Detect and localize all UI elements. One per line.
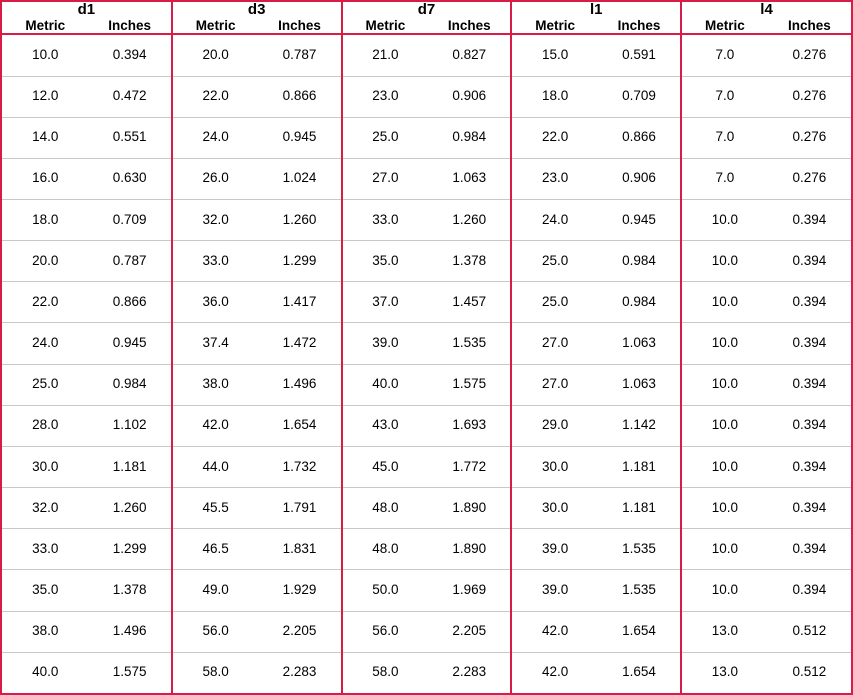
table-cell: 0.394 xyxy=(768,570,851,611)
subheader-l1-metric: Metric xyxy=(511,19,598,35)
table-cell: 0.394 xyxy=(768,529,851,570)
table-cell: 0.984 xyxy=(598,241,681,282)
table-cell: 18.0 xyxy=(511,76,598,117)
subheader-d7-metric: Metric xyxy=(342,19,429,35)
table-cell: 1.142 xyxy=(598,405,681,446)
table-cell: 10.0 xyxy=(681,282,768,323)
table-cell: 1.457 xyxy=(428,282,511,323)
table-cell: 42.0 xyxy=(172,405,259,446)
subheader-l1-inches: Inches xyxy=(598,19,681,35)
table-cell: 13.0 xyxy=(681,611,768,652)
table-cell: 48.0 xyxy=(342,488,429,529)
table-cell: 33.0 xyxy=(172,241,259,282)
table-cell: 49.0 xyxy=(172,570,259,611)
table-cell: 42.0 xyxy=(542,664,569,680)
table-row xyxy=(2,488,851,529)
table-cell: 1.299 xyxy=(258,241,341,282)
table-cell: 37.4 xyxy=(172,323,259,364)
table-cell: 38.0 xyxy=(2,611,89,652)
table-cell: 35.0 xyxy=(2,570,89,611)
table-body xyxy=(2,34,851,693)
table-cell: 0.827 xyxy=(428,34,511,76)
table-cell: 0.276 xyxy=(768,34,851,76)
table-cell: 1.417 xyxy=(258,282,341,323)
table-cell: 1.299 xyxy=(89,529,172,570)
subheader-d1-inches: Inches xyxy=(89,19,172,35)
table-row xyxy=(2,282,851,323)
table-row xyxy=(2,199,851,240)
table-cell: 1.260 xyxy=(89,488,172,529)
table-row xyxy=(2,34,851,76)
table-cell: 20.0 xyxy=(172,34,259,76)
table-cell: 1.024 xyxy=(258,158,341,199)
table-cell: 2.283 xyxy=(428,652,511,693)
table-header xyxy=(2,2,851,34)
table-cell: 0.276 xyxy=(768,158,851,199)
table-cell: 10.0 xyxy=(2,34,89,76)
group-header-d1: d1 xyxy=(2,2,172,19)
table-cell: 29.0 xyxy=(511,405,598,446)
table-cell: 0.394 xyxy=(768,446,851,487)
table-cell: 27.0 xyxy=(511,323,598,364)
table-cell: 1.063 xyxy=(598,323,681,364)
table-cell: 32.0 xyxy=(172,199,259,240)
table-row xyxy=(2,323,851,364)
table-cell: 0.984 xyxy=(598,282,681,323)
table-cell: 36.0 xyxy=(172,282,259,323)
table-cell: 1.575 xyxy=(89,652,172,693)
subheader-d1-metric: Metric xyxy=(2,19,89,35)
table-cell: 37.0 xyxy=(342,282,429,323)
table-cell: 0.709 xyxy=(89,199,172,240)
table-cell: 1.181 xyxy=(598,446,681,487)
table-cell: 30.0 xyxy=(511,488,598,529)
table-cell: 10.0 xyxy=(681,241,768,282)
table-cell: 10.0 xyxy=(681,199,768,240)
table-row xyxy=(2,652,851,693)
table-cell: 23.0 xyxy=(342,76,429,117)
table-cell: 1.063 xyxy=(598,364,681,405)
table-cell: 10.0 xyxy=(681,446,768,487)
table-cell: 23.0 xyxy=(511,158,598,199)
table-cell: 0.945 xyxy=(598,199,681,240)
table-cell: 40.0 xyxy=(342,364,429,405)
table-cell: 2.205 xyxy=(258,611,341,652)
table-cell: 1.181 xyxy=(89,446,172,487)
table-cell: 1.496 xyxy=(89,611,172,652)
table-cell: 1.260 xyxy=(258,199,341,240)
table-cell: 25.0 xyxy=(342,117,429,158)
table-cell: 25.0 xyxy=(511,282,598,323)
table-cell: 0.472 xyxy=(89,76,172,117)
table-cell: 7.0 xyxy=(681,158,768,199)
group-header-l4: l4 xyxy=(760,1,773,18)
table-row xyxy=(2,529,851,570)
table-cell: 1.535 xyxy=(598,529,681,570)
table-cell: 28.0 xyxy=(2,405,89,446)
table-cell: 1.654 xyxy=(598,652,681,693)
table-cell: 10.0 xyxy=(681,488,768,529)
table-cell: 1.102 xyxy=(89,405,172,446)
table-cell: 43.0 xyxy=(342,405,429,446)
table-cell: 22.0 xyxy=(172,76,259,117)
table-cell: 1.791 xyxy=(258,488,341,529)
table-cell: 1.732 xyxy=(258,446,341,487)
subheader-d3-metric: Metric xyxy=(172,19,259,35)
table-cell: 0.866 xyxy=(598,117,681,158)
table-cell: 48.0 xyxy=(342,529,429,570)
table-cell: 1.535 xyxy=(598,570,681,611)
table-cell: 0.709 xyxy=(598,76,681,117)
table-cell: 0.787 xyxy=(258,34,341,76)
table-cell: 0.394 xyxy=(89,34,172,76)
table-cell: 0.394 xyxy=(768,364,851,405)
table-cell: 0.591 xyxy=(598,34,681,76)
table-cell: 14.0 xyxy=(2,117,89,158)
table-cell: 30.0 xyxy=(2,446,89,487)
table-cell: 0.394 xyxy=(768,241,851,282)
table-cell: 25.0 xyxy=(511,241,598,282)
table-cell: 0.512 xyxy=(768,611,851,652)
dimension-table xyxy=(2,2,851,693)
table-cell: 56.0 xyxy=(342,611,429,652)
table-cell: 1.831 xyxy=(258,529,341,570)
table-cell: 1.654 xyxy=(598,611,681,652)
table-cell: 27.0 xyxy=(342,158,429,199)
table-cell: 44.0 xyxy=(172,446,259,487)
table-cell: 58.0 xyxy=(202,664,229,680)
table-cell: 0.866 xyxy=(258,76,341,117)
table-row xyxy=(2,364,851,405)
table-cell: 0.787 xyxy=(89,241,172,282)
table-cell: 26.0 xyxy=(172,158,259,199)
table-cell: 2.205 xyxy=(428,611,511,652)
table-cell: 10.0 xyxy=(681,323,768,364)
subheader-d3-inches: Inches xyxy=(258,19,341,35)
table-cell: 39.0 xyxy=(342,323,429,364)
table-cell: 0.984 xyxy=(89,364,172,405)
table-cell: 21.0 xyxy=(342,34,429,76)
table-cell: 10.0 xyxy=(681,405,768,446)
table-cell: 33.0 xyxy=(2,529,89,570)
table-cell: 0.984 xyxy=(428,117,511,158)
table-cell: 22.0 xyxy=(2,282,89,323)
table-cell: 0.512 xyxy=(792,664,827,680)
table-cell: 0.394 xyxy=(768,323,851,364)
table-row xyxy=(2,405,851,446)
table-row xyxy=(2,158,851,199)
table-cell: 46.5 xyxy=(172,529,259,570)
table-cell: 1.929 xyxy=(258,570,341,611)
table-cell: 1.890 xyxy=(428,529,511,570)
table-cell: 1.063 xyxy=(428,158,511,199)
table-cell: 1.378 xyxy=(89,570,172,611)
table-cell: 10.0 xyxy=(681,570,768,611)
table-cell: 1.890 xyxy=(428,488,511,529)
subheader-row xyxy=(2,19,851,35)
table-cell: 39.0 xyxy=(511,529,598,570)
group-header-l1: l1 xyxy=(511,2,681,19)
table-cell: 27.0 xyxy=(511,364,598,405)
table-cell: 58.0 xyxy=(372,664,399,680)
subheader-l4-inches: Inches xyxy=(768,19,851,35)
table-cell: 0.394 xyxy=(768,488,851,529)
table-cell: 0.276 xyxy=(768,76,851,117)
table-cell: 7.0 xyxy=(681,76,768,117)
table-cell: 42.0 xyxy=(511,611,598,652)
table-cell: 1.575 xyxy=(428,364,511,405)
table-cell: 15.0 xyxy=(511,34,598,76)
table-cell: 0.394 xyxy=(768,282,851,323)
table-row xyxy=(2,117,851,158)
table-cell: 22.0 xyxy=(511,117,598,158)
group-header-row xyxy=(2,2,851,19)
table-row xyxy=(2,570,851,611)
table-cell: 50.0 xyxy=(342,570,429,611)
table-cell: 24.0 xyxy=(511,199,598,240)
table-cell: 39.0 xyxy=(511,570,598,611)
table-cell: 33.0 xyxy=(342,199,429,240)
table-cell: 25.0 xyxy=(2,364,89,405)
table-cell: 7.0 xyxy=(681,34,768,76)
subheader-d7-inches: Inches xyxy=(428,19,511,35)
table-cell: 1.472 xyxy=(258,323,341,364)
table-cell: 0.276 xyxy=(768,117,851,158)
table-cell: 12.0 xyxy=(2,76,89,117)
table-cell: 0.866 xyxy=(89,282,172,323)
table-cell: 0.394 xyxy=(768,199,851,240)
table-row xyxy=(2,611,851,652)
table-cell: 1.378 xyxy=(428,241,511,282)
table-cell: 10.0 xyxy=(681,364,768,405)
table-cell: 2.283 xyxy=(258,652,341,693)
table-row xyxy=(2,76,851,117)
table-cell: 10.0 xyxy=(681,529,768,570)
table-cell: 1.772 xyxy=(428,446,511,487)
table-cell: 1.535 xyxy=(428,323,511,364)
table-cell: 0.945 xyxy=(89,323,172,364)
table-cell: 16.0 xyxy=(2,158,89,199)
table-row xyxy=(2,446,851,487)
table-cell: 38.0 xyxy=(172,364,259,405)
table-cell: 0.630 xyxy=(89,158,172,199)
table-cell: 32.0 xyxy=(2,488,89,529)
table-cell: 0.394 xyxy=(768,405,851,446)
table-cell: 1.181 xyxy=(598,488,681,529)
table-cell: 1.260 xyxy=(428,199,511,240)
table-cell: 45.0 xyxy=(342,446,429,487)
table-cell: 1.654 xyxy=(258,405,341,446)
table-cell: 45.5 xyxy=(172,488,259,529)
table-cell: 35.0 xyxy=(342,241,429,282)
table-cell: 0.551 xyxy=(89,117,172,158)
table-cell: 40.0 xyxy=(32,664,59,680)
table-cell: 1.496 xyxy=(258,364,341,405)
table-cell: 13.0 xyxy=(711,664,739,680)
table-cell: 0.906 xyxy=(598,158,681,199)
table-cell: 20.0 xyxy=(2,241,89,282)
table-cell: 1.969 xyxy=(428,570,511,611)
table-cell: 18.0 xyxy=(2,199,89,240)
table-cell: 24.0 xyxy=(2,323,89,364)
table-cell: 7.0 xyxy=(681,117,768,158)
table-row xyxy=(2,241,851,282)
subheader-l4-metric: Metric xyxy=(681,19,768,35)
table-cell: 30.0 xyxy=(511,446,598,487)
table-cell: 56.0 xyxy=(172,611,259,652)
group-header-d7: d7 xyxy=(342,2,512,19)
table-cell: 0.945 xyxy=(258,117,341,158)
table-cell: 1.693 xyxy=(428,405,511,446)
table-cell: 24.0 xyxy=(172,117,259,158)
group-header-d3: d3 xyxy=(172,2,342,19)
table-cell: 0.906 xyxy=(428,76,511,117)
